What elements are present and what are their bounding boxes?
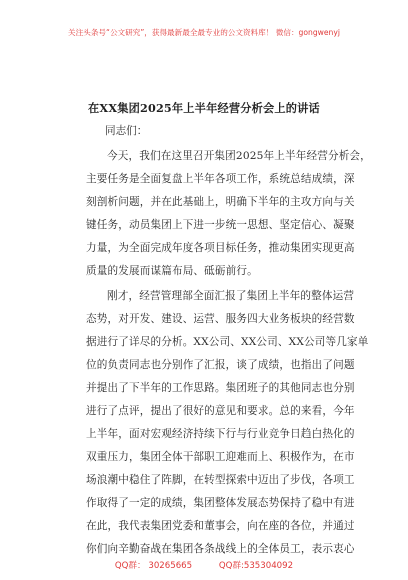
qq-group-2: QQ群:535304092: [218, 561, 294, 571]
paragraph-2-line: 位的负责同志也分别作了汇报，谈了成绩，也指出了问题: [86, 359, 355, 371]
paragraph-1-line: 质量的发展而谋篇布局、砥砺前行。: [86, 265, 258, 277]
header-promo-banner: 关注头条号“公文研究”，获得最新最全最专业的公文资料库！ 微信：gongwenyj: [68, 28, 340, 37]
paragraph-2-line: 双重压力，集团全体干部职工迎难而上、积极作为，在市: [86, 451, 355, 463]
document-body: [86, 145, 371, 561]
paragraph-1-line: 键任务，动员集团上下进一步统一思想、坚定信心、凝聚: [86, 219, 355, 231]
paragraph-2-line: 场浪潮中稳住了阵脚，在转型探索中迈出了步伐，各项工: [86, 474, 355, 486]
paragraph-1-line: 今天，我们在这里召开集团2025年上半年经营分析会，: [107, 150, 371, 162]
paragraph-2-line: 你们向辛勤奋战在集团各条战线上的全体员工，表示衷心: [86, 543, 355, 555]
paragraph-1-line: 力量，为全面完成年度各项目标任务，推动集团实现更高: [86, 242, 355, 254]
salutation: 同志们：: [105, 125, 148, 137]
paragraph-2-line: 态势，对开发、建设、运营、服务四大业务板块的经营数: [86, 313, 355, 325]
paragraph-2-line: 进行了点评，提出了很好的意见和要求。总的来看，今年: [86, 405, 355, 417]
paragraph-2-line: 刚才，经营管理部全面汇报了集团上半年的整体运营: [107, 290, 355, 302]
paragraph-2-line: 在此，我代表集团党委和董事会，向在座的各位，并通过: [86, 520, 355, 532]
paragraph-2-line: 作取得了一定的成绩，集团整体发展态势保持了稳中有进: [86, 497, 355, 509]
footer-qq-groups: [0, 559, 408, 571]
paragraph-2-line: 并提出了下半年的工作思路。集团班子的其他同志也分别: [86, 382, 355, 394]
paragraph-2-line: 据进行了详尽的分析。XX公司、XX公司、XX公司等几家单: [86, 336, 369, 348]
qq-group-1: QQ群： 30265665: [114, 561, 193, 571]
paragraph-1-line: 刻剖析问题，并在此基础上，明确下半年的主攻方向与关: [86, 196, 355, 208]
paragraph-1-line: 主要任务是全面复盘上半年各项工作，系统总结成绩，深: [86, 173, 355, 185]
document-title: 在XX集团2025年上半年经营分析会上的讲话: [88, 101, 320, 115]
paragraph-2-line: 上半年，面对宏观经济持续下行与行业竞争日趋白热化的: [86, 428, 355, 440]
